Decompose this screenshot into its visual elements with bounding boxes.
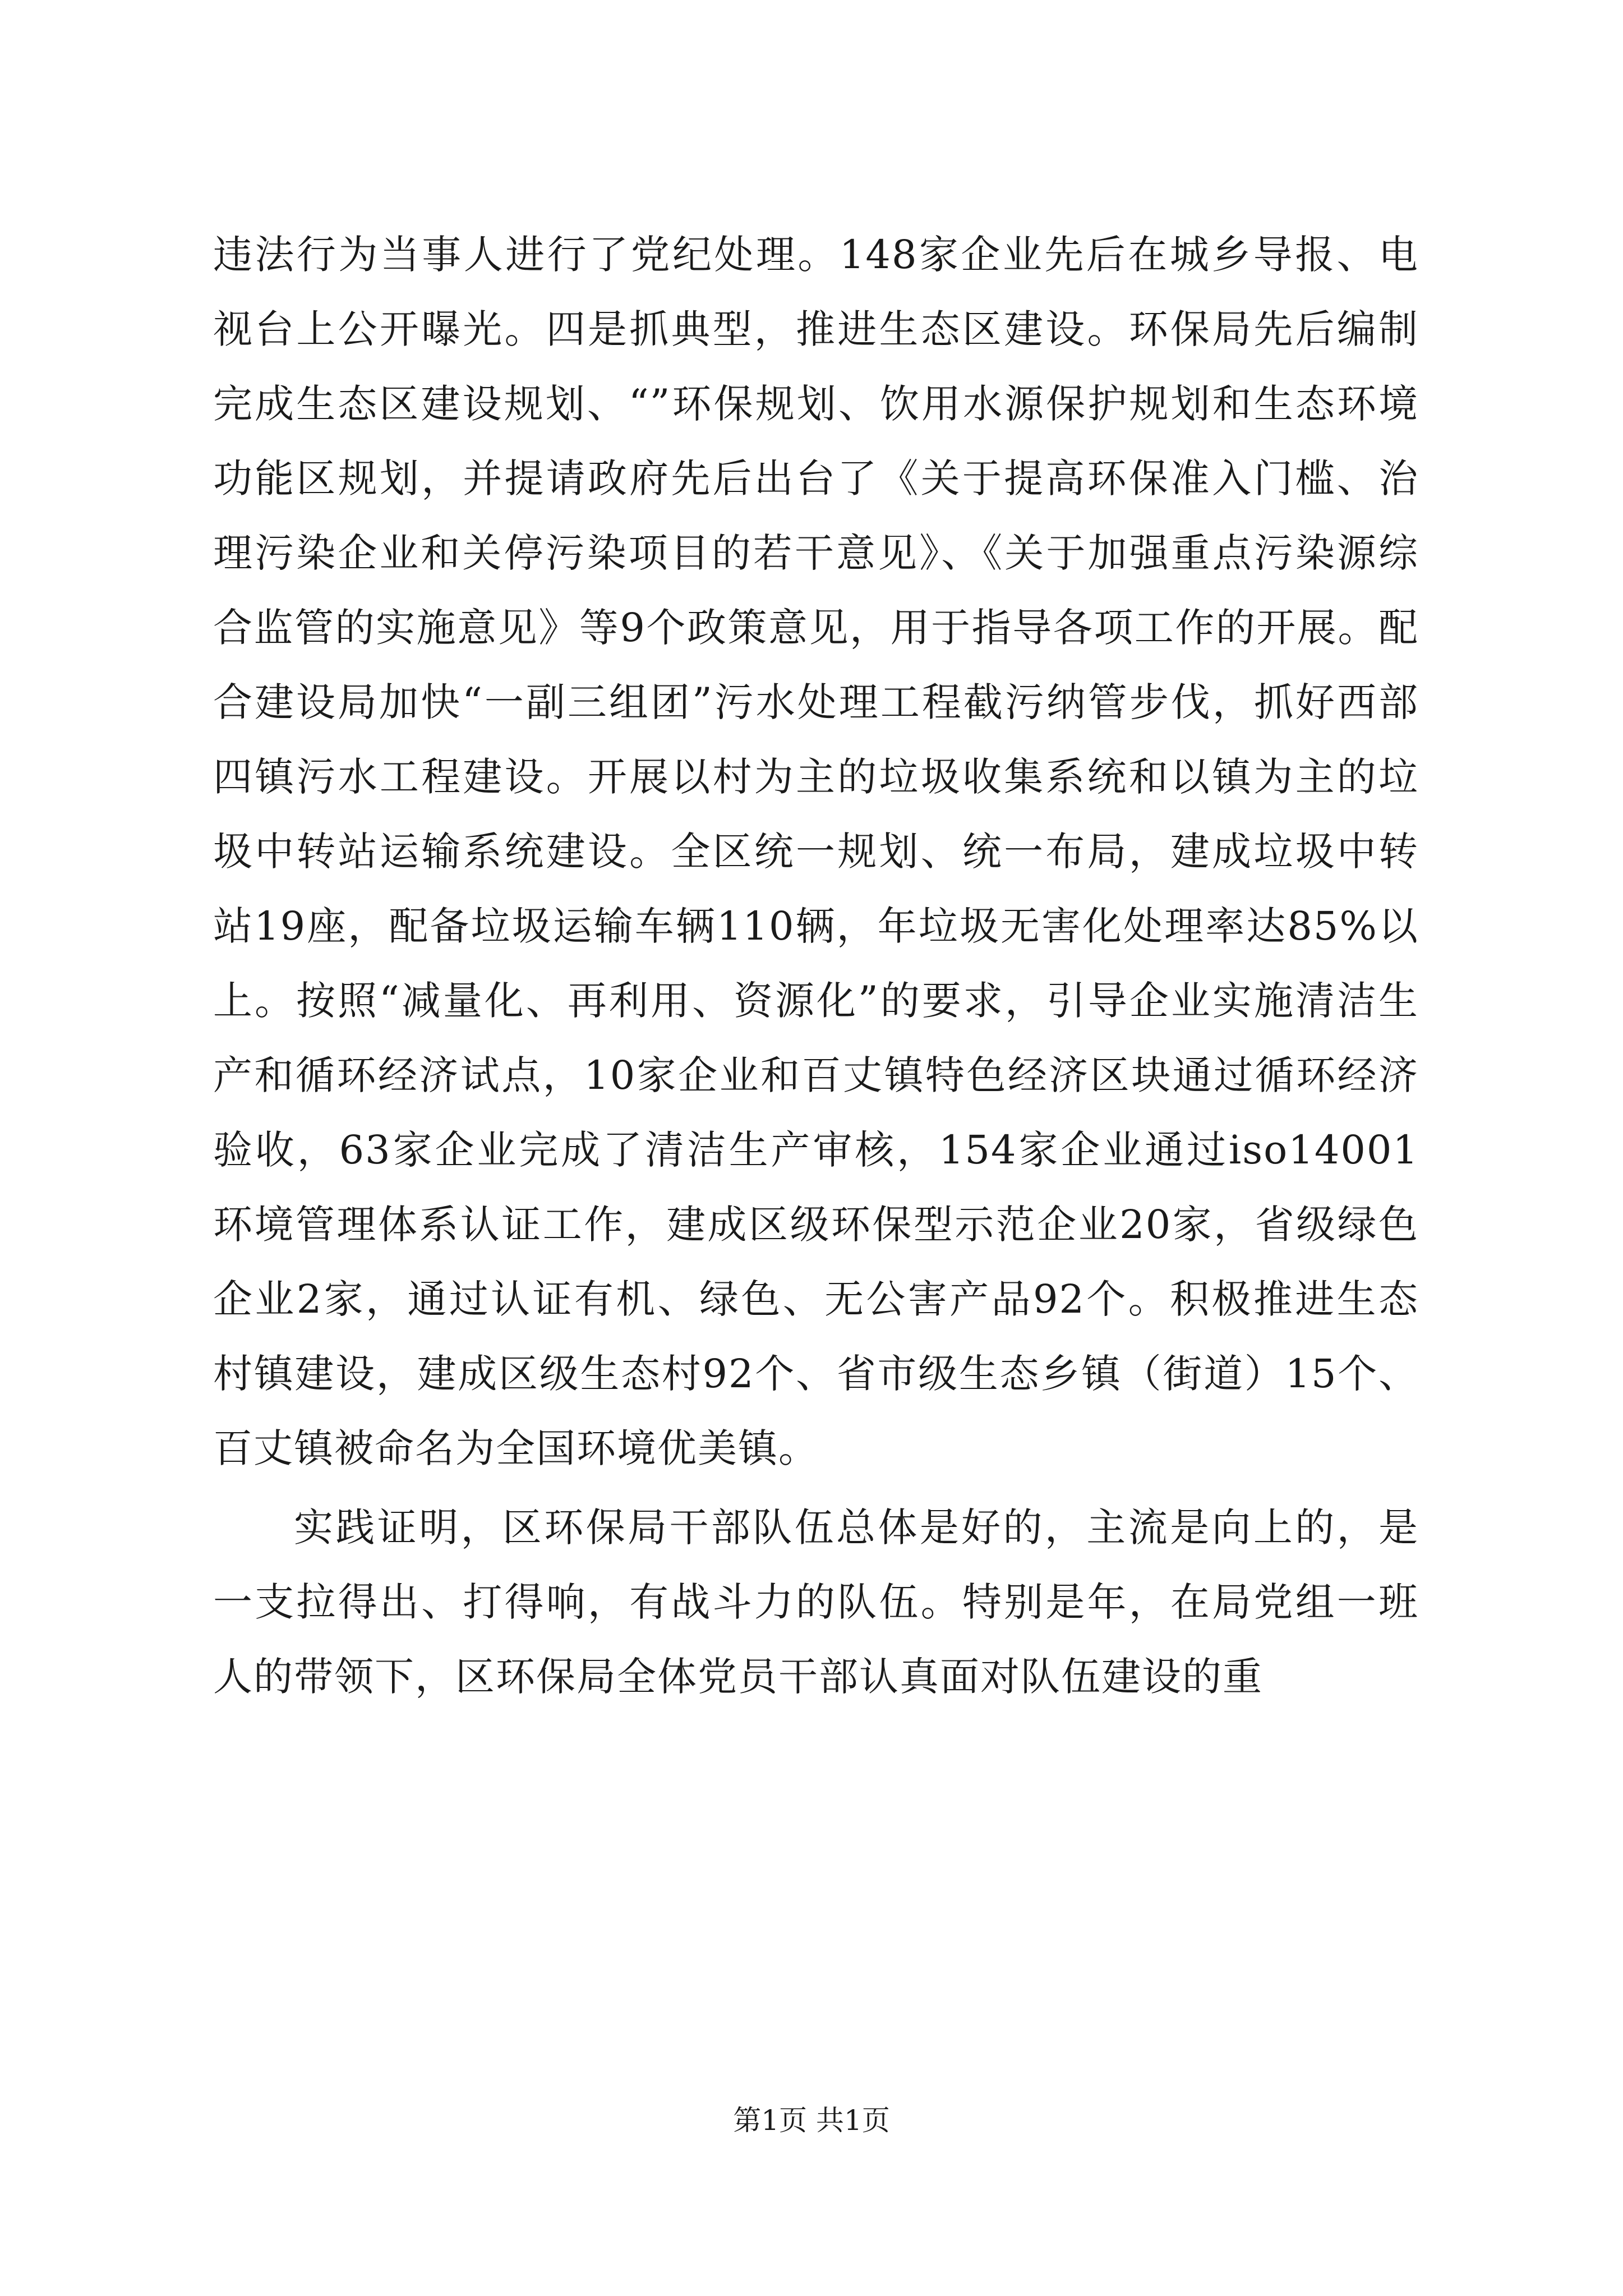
page-footer [0, 2098, 1623, 2138]
page-number-label: 第1页 共1页 [733, 2104, 890, 2137]
paragraph-2: 实践证明，区环保局干部队伍总体是好的，主流是向上的，是一支拉得出、打得响，有战斗力的队伍。特别是年，在局党组一班人的带领下，区环保局全体党员干部认真面对队伍建设的重 [213, 1504, 1419, 1700]
document-body [213, 218, 1419, 1714]
paragraph-1: 违法行为当事人进行了党纪处理。148家企业先后在城乡导报、电视台上公开曝光。四是抓典型，推进生态区建设。环保局先后编制完成生态区建设规划、“”环保规划、饮用水源保护规划和生态环境功能区规划，并提请政府先后出台了《关于提高环保准入门槛、治理污染企业和关停污染项目的若干意见》、《关于加强重点污染源综合监管的实施意见》等9个政策意见，用于指导各项工作的开展。配合建设局加快“一副三组团”污水处理工程截污纳管步伐，抓好西部四镇污水工程建设。开展以村为主的垃圾收集系统和以镇为主的垃圾中转站运输系统建设。全区统一规划、统一布局，建成垃圾中转站19座，配备垃圾运输车辆110辆，年垃圾无害化处理率达85%以上。按照“减量化、再利用、资源化”的要求，引导企业实施清洁生产和循环经济试点，10家企业和百丈镇特色经济区块通过循环经济验收，63家企业完成了清洁生产审核，154家企业通过iso14001环境管理体系认证工作，建成区级环保型示范企业20家，省级绿色企业2家，通过认证有机、绿色、无公害产品92个。积极推进生态村镇建设，建成区级生态村92个、省市级生态乡镇（街道）15个、百丈镇被命名为全国环境优美镇。 [213, 232, 1419, 1471]
